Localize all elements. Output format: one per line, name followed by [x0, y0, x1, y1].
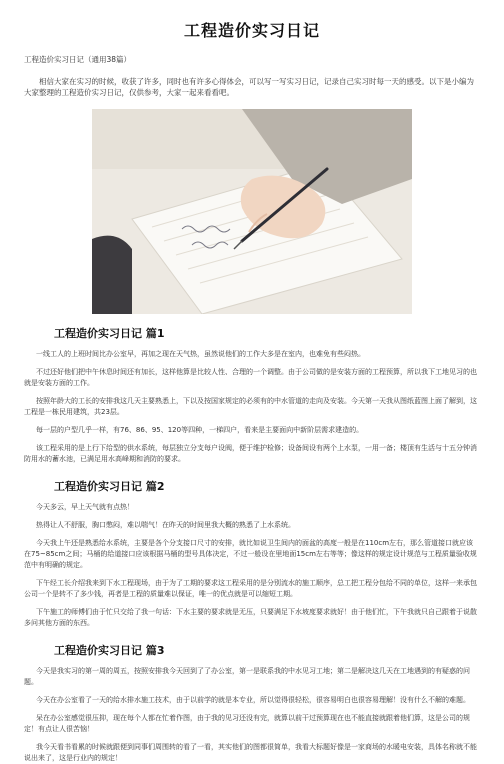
section-1-paragraph: 不过还好他们把中午休息时间还有加长，这样他算是比较人性、合理的一个调整。由于公司做的是安装方面的工程预算，所以我下工地见习的也就是安装方面的工作。 — [24, 368, 477, 387]
section-3-paragraph: 今天是我实习的第一周的周五，按照安排我今天回到了了办公室，第一是联系我的中水见习工地；第二是解决这几天在工地遇到的有疑惑的问题。 — [24, 667, 470, 686]
section-2-paragraph: 热得让人不舒服，胸口憋闷，难以喘气！在昨天的时间里我大概的熟悉了上水系统。 — [36, 521, 295, 529]
writing-hand-illustration — [92, 109, 412, 314]
writing-photo — [92, 109, 412, 314]
section-heading-3: 工程造价实习日记 篇3 — [54, 644, 165, 657]
section-2-paragraph: 今天多云，早上天气就有点热！ — [36, 503, 134, 511]
section-heading-1: 工程造价实习日记 篇1 — [54, 327, 165, 340]
section-3-paragraph: 今天在办公室看了一天的给水排水施工技术，由于以前学的就是本专业，所以觉得很轻松，很容易明白也很容易理解！没有什么不解的难题。 — [36, 696, 470, 704]
section-1-paragraph: 该工程采用的是上行下给型的供水系统，每层独立分支每户设阀，便于维护检修；设备间设有两个上水泵，一用一备；楼顶有生活与十五分钟消防用水的蓄水池，已满足用水高峰期和消防的要求。 — [24, 444, 477, 463]
section-1-paragraph: 按照年龄大的工长的安排我这几天主要熟悉上，下以及按国家规定的必须有的中水管道的走向及安装。今天第一天我从图纸蓝图上面了解到，这工程是一栋民用建筑，共23层。 — [24, 397, 477, 416]
section-3-paragraph: 呆在办公室感觉很压抑，现在每个人都在忙着作图，由于我的见习还没有完，就算以前干过预算现在也不能直接就跟着他们算，这是公司的规定！有点让人很苦恼！ — [24, 714, 470, 733]
section-2-paragraph: 下午施工的师傅们由于忙只交给了我一句话：下水主要的要求就是无压，只要满足下水坡度要求就好！由于他们忙，下午我就只自己跟着于说散多问其他方面的东西。 — [24, 608, 477, 627]
intro-paragraph: 相信大家在实习的时候，收获了许多，同时也有许多心得体会，可以写一写实习日记，记录自己实习时每一天的感受。以下是小编为大家整理的工程造价实习日记，仅供参考，大家一起来看看吧。 — [24, 77, 474, 97]
section-1-paragraph: 每一层的户型几乎一样，有76、86、95、120等四种，一梯四户，看来是主要面向中新阶层需求建造的。 — [36, 426, 364, 434]
section-1-paragraph: 一线工人的上班时间比办公室早，再加之现在天气热，虽然说他们的工作大多是在室内，也难免有些闷热。 — [36, 350, 365, 358]
document-title: 工程造价实习日记 — [183, 21, 320, 40]
section-heading-2: 工程造价实习日记 篇2 — [54, 480, 165, 493]
section-3-paragraph: 我今天看书看累的时候就跟便到同事们周围转的看了一看，其实他们的图都很简单，我看大标题好像是一家商场的水暖电安装，具体名称就不能说出来了，这是行业内的规定！ — [24, 743, 477, 762]
section-2-paragraph: 下午经工长介绍我来到下水工程现场，由于为了工期的要求这工程采用的是分别流水的施工顺序，总工把工程分包给不同的单位，这样一来承包公司一个是转不了多少钱，再者是工程的质量难以保证，唯一的优点就是可以缩短工期。 — [24, 579, 477, 598]
section-2-paragraph: 今天我上午还是熟悉给水系统，主要是各个分支接口尺寸的安排，就比如说卫生间内的面盆的高度一般是在110cm左右，那么管道接口就应该在75~85cm之间；马桶的给道接口应该根据马桶的型号具体决定，不过一般设在里地面15cm左右等等；像这样的规定设计规范与工程质量验收规范中有明确的规定。 — [24, 539, 477, 569]
document-subtitle: 工程造价实习日记（通用38篇） — [24, 55, 132, 64]
